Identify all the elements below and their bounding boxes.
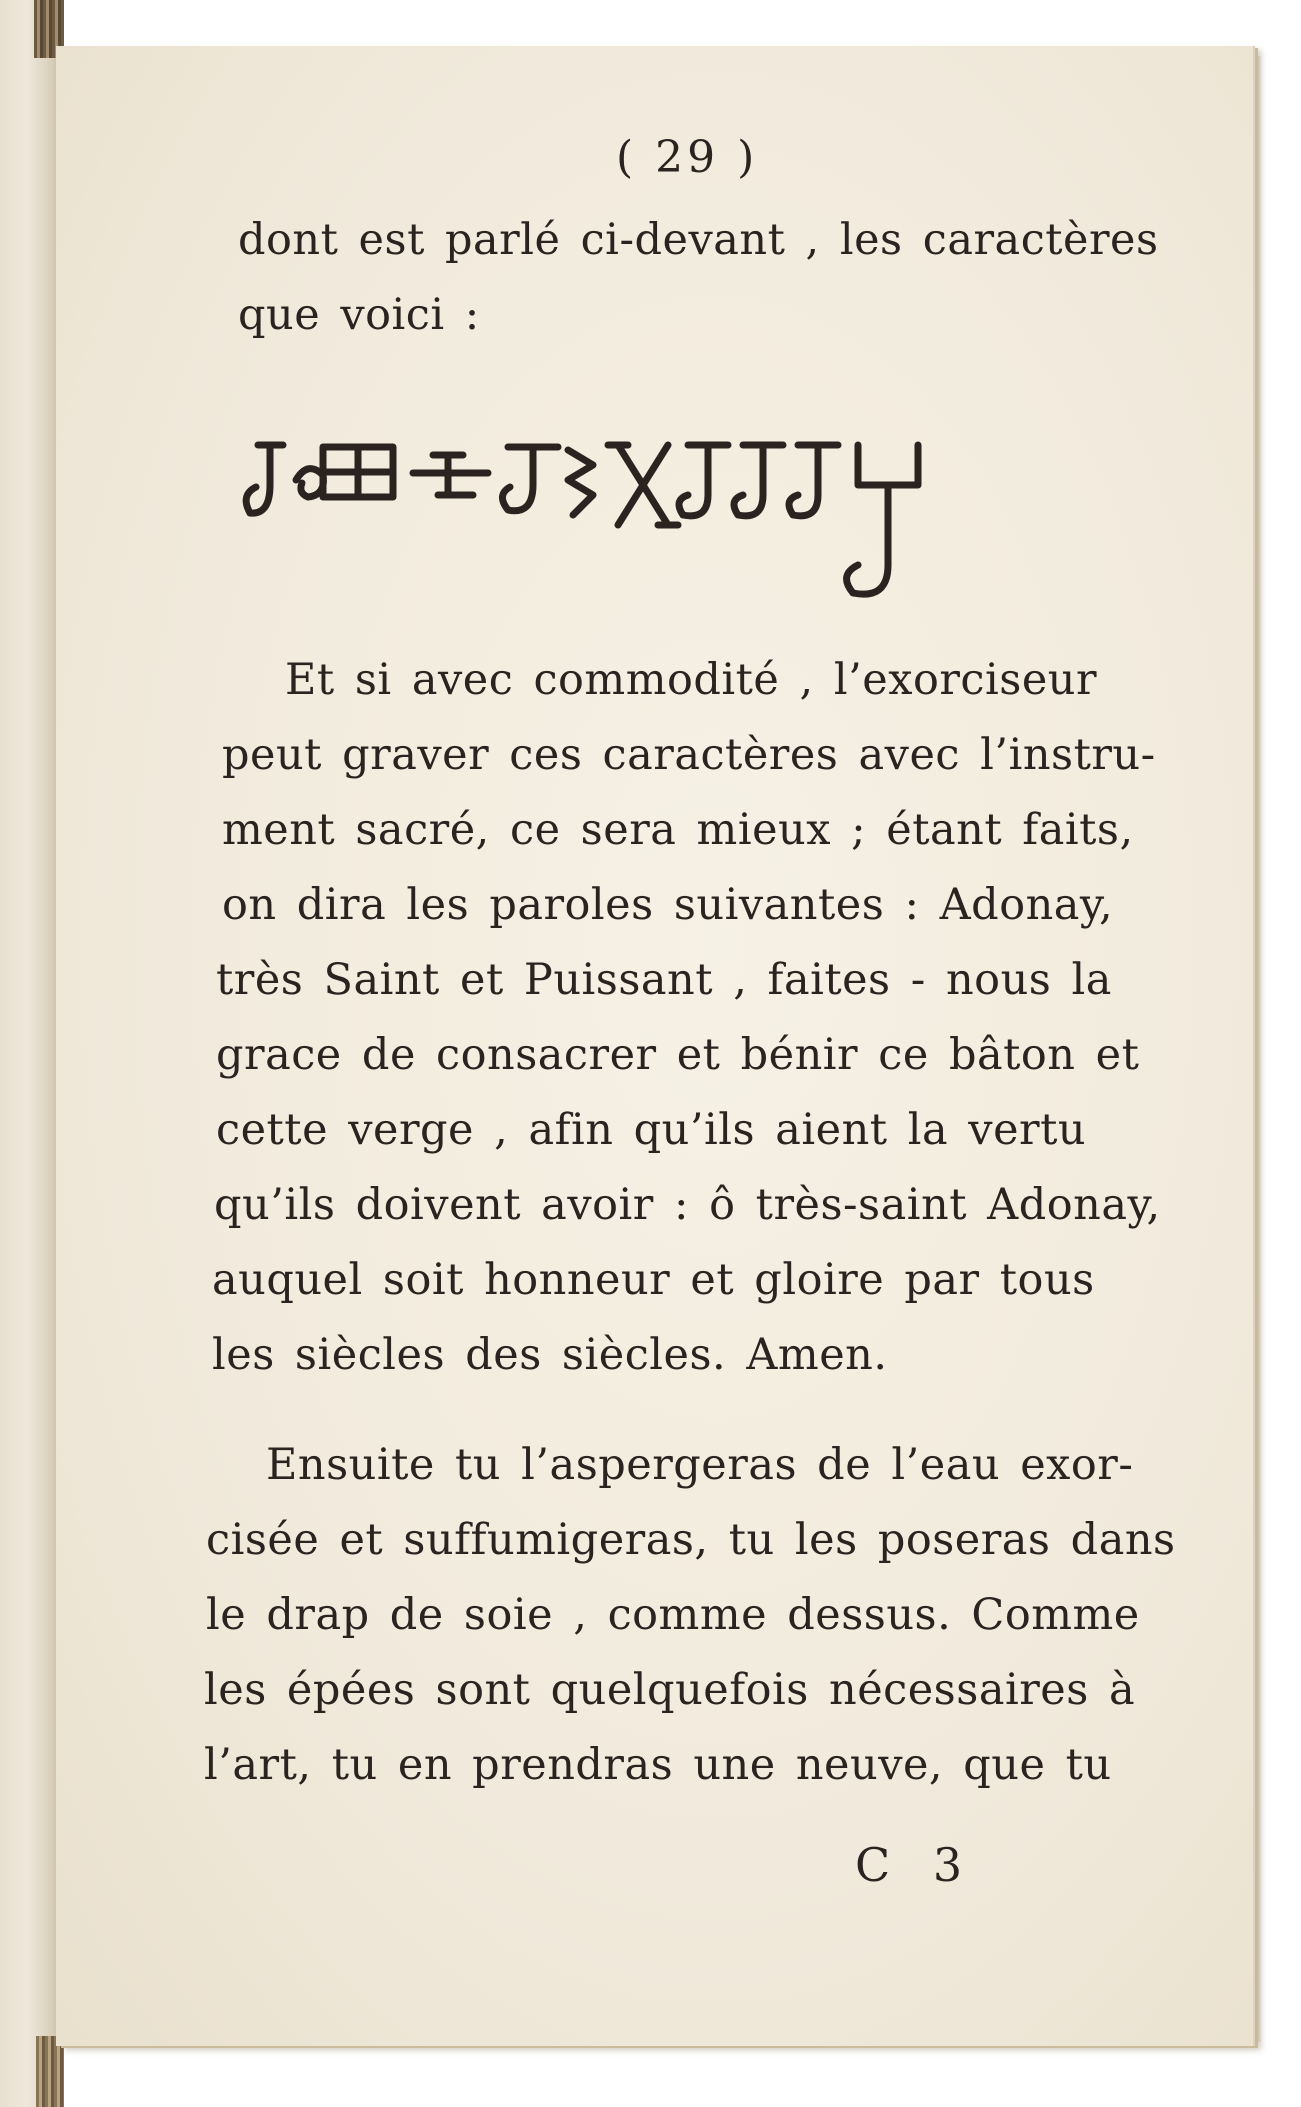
text-line: cisée et suffumigeras, tu les poseras dans bbox=[206, 1515, 1176, 1565]
text-line: cette verge , afin qu’ils aient la vertu bbox=[216, 1105, 1087, 1155]
text-line: Ensuite tu l’aspergeras de l’eau exor- bbox=[266, 1440, 1134, 1490]
page-number: ( 29 ) bbox=[616, 132, 759, 183]
signature-mark: C 3 bbox=[855, 1838, 977, 1892]
magic-characters-svg bbox=[238, 425, 1138, 625]
text-line: auquel soit honneur et gloire par tous bbox=[212, 1255, 1095, 1305]
text-line: les épées sont quelquefois nécessaires à bbox=[204, 1665, 1136, 1715]
text-line: les siècles des siècles. Amen. bbox=[212, 1330, 888, 1380]
text-line: très Saint et Puissant , faites - nous la bbox=[216, 955, 1112, 1005]
text-line: ment sacré, ce sera mieux ; étant faits, bbox=[222, 805, 1134, 855]
magic-characters-figure bbox=[238, 425, 1138, 625]
text-line: grace de consacrer et bénir ce bâton et bbox=[216, 1030, 1140, 1080]
text-line: qu’ils doivent avoir : ô très-saint Adonay, bbox=[214, 1180, 1161, 1230]
book-spine bbox=[0, 0, 60, 2107]
text-line: que voici : bbox=[238, 290, 480, 340]
text-line: Et si avec commodité , l’exorciseur bbox=[285, 655, 1098, 705]
text-line: l’art, tu en prendras une neuve, que tu bbox=[204, 1740, 1112, 1790]
text-line: dont est parlé ci-devant , les caractères bbox=[238, 215, 1159, 265]
spine-band-bottom bbox=[36, 2036, 64, 2107]
text-line: on dira les paroles suivantes : Adonay, bbox=[222, 880, 1114, 930]
text-line: le drap de soie , comme dessus. Comme bbox=[206, 1590, 1140, 1640]
text-line: peut graver ces caractères avec l’instru- bbox=[222, 730, 1156, 780]
